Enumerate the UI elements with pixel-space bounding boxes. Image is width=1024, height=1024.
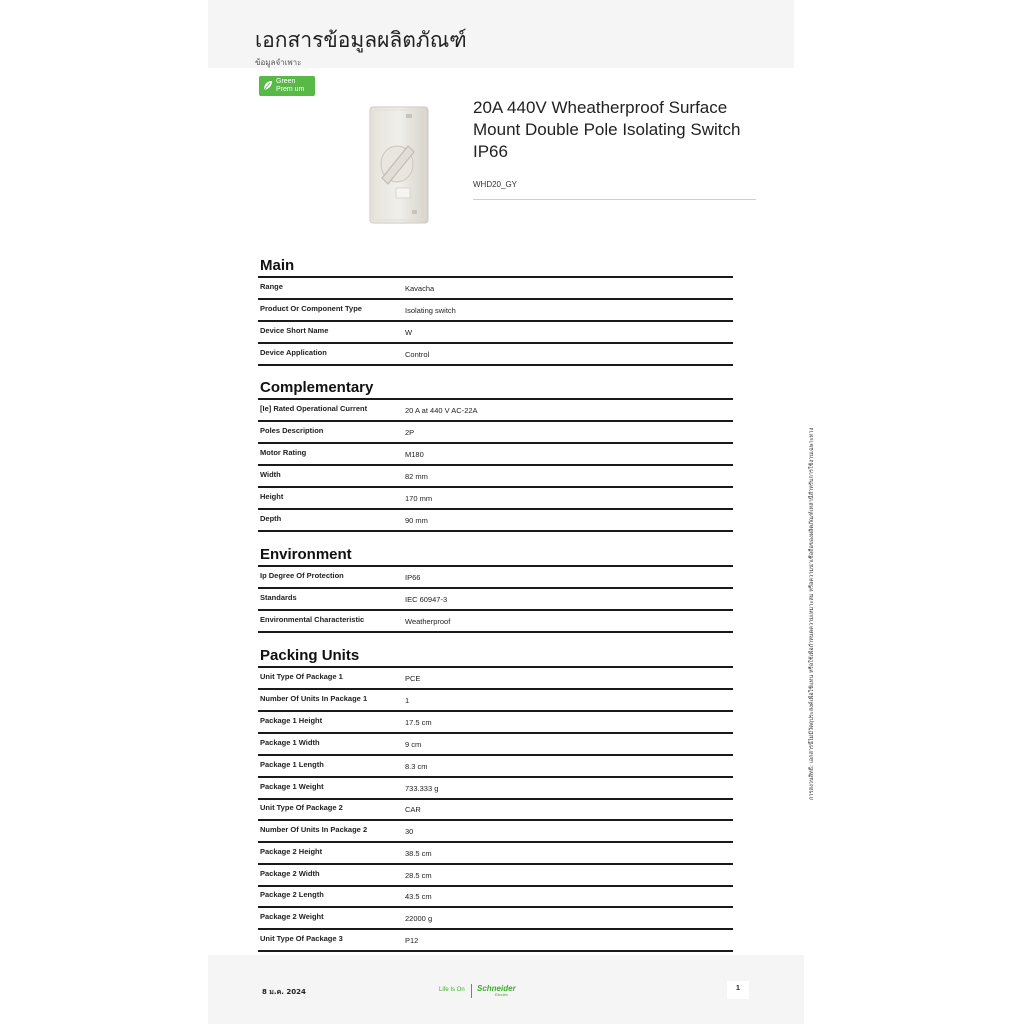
row-value: 28.5 cm — [405, 871, 432, 880]
schneider-logo — [439, 984, 529, 998]
row-value: 170 mm — [405, 494, 433, 503]
row-value: PCE — [405, 674, 421, 683]
row-value: 30 — [405, 827, 414, 836]
row-value: M180 — [405, 450, 424, 459]
row-value: Control — [405, 350, 430, 359]
row-label: Number Of Units In Package 2 — [260, 825, 368, 834]
page-number-box — [727, 981, 749, 999]
table-row — [258, 668, 733, 690]
row-label: Device Application — [260, 348, 327, 357]
row-label: Package 2 Height — [260, 847, 323, 856]
table-row — [258, 865, 733, 887]
row-label: Range — [260, 282, 283, 291]
row-label: Package 1 Width — [260, 738, 320, 747]
logo-brand-sub: Electric — [495, 992, 509, 997]
product-title: 20A 440V Wheatherproof Surface Mount Double Pole Isolating Switch IP66 — [473, 98, 741, 161]
product-image — [368, 106, 430, 224]
row-value: Isolating switch — [405, 306, 456, 315]
row-value: 8.3 cm — [405, 762, 428, 771]
table-row — [258, 589, 733, 611]
row-label: [Ie] Rated Operational Current — [260, 404, 368, 413]
table-row — [258, 344, 733, 366]
table-row — [258, 322, 733, 344]
row-label: Package 2 Length — [260, 890, 324, 899]
leaf-icon — [263, 80, 273, 91]
table-row — [258, 712, 733, 734]
row-value: Weatherproof — [405, 617, 451, 626]
row-label: Unit Type Of Package 1 — [260, 672, 343, 681]
disclaimer-vertical: การสงวนสิทธิ์: เอกสารนี้ไม่มีวัตถุประสงค์เพื่อใช้แทน หรือใช้เพื่อกำหนดความเหมาะสม หรือความน่าเชื่อถือของผลิตภัณฑ์เหล่านี้สำหรับการใช้งานเฉพาะทาง — [809, 427, 815, 800]
row-value: 38.5 cm — [405, 849, 432, 858]
row-value: 90 mm — [405, 516, 428, 525]
row-label: Number Of Units In Package 1 — [260, 694, 368, 703]
table-row — [258, 930, 733, 952]
row-label: Width — [260, 470, 281, 479]
row-value: 20 A at 440 V AC-22A — [405, 406, 478, 415]
row-label: Package 1 Height — [260, 716, 323, 725]
table-row — [258, 799, 733, 821]
row-label: Ip Degree Of Protection — [260, 571, 344, 580]
row-label: Depth — [260, 514, 282, 523]
table-row — [258, 843, 733, 865]
row-value: Kavacha — [405, 284, 435, 293]
row-label: Product Or Component Type — [260, 304, 362, 313]
section-title-packing-units: Packing Units — [260, 647, 360, 664]
table-row — [258, 422, 733, 444]
table-row — [258, 444, 733, 466]
table-row — [258, 466, 733, 488]
row-value: W — [405, 328, 413, 337]
section-title-main: Main — [260, 257, 295, 274]
badge-label — [276, 78, 304, 94]
row-label: Standards — [260, 593, 297, 602]
table-row — [258, 300, 733, 322]
row-value: 43.5 cm — [405, 892, 432, 901]
row-label: Device Short Name — [260, 326, 329, 335]
row-label: Motor Rating — [260, 448, 307, 457]
table-row — [258, 690, 733, 712]
row-value: 22000 g — [405, 914, 433, 923]
table-row — [258, 567, 733, 589]
row-label: Unit Type Of Package 3 — [260, 934, 343, 943]
row-label: Package 1 Length — [260, 760, 324, 769]
row-label: Unit Type Of Package 2 — [260, 803, 343, 812]
table-row — [258, 734, 733, 756]
section-title-environment: Environment — [260, 546, 352, 563]
document-subtitle: ข้อมูลจำเพาะ — [255, 58, 302, 67]
row-value: 9 cm — [405, 740, 422, 749]
logo-brand: Schneider — [477, 984, 516, 993]
table-row — [258, 908, 733, 930]
table-row — [258, 611, 733, 633]
table-row — [258, 778, 733, 800]
table-row — [258, 756, 733, 778]
row-value: 17.5 cm — [405, 718, 432, 727]
row-value: P12 — [405, 936, 419, 945]
table-row — [258, 488, 733, 510]
row-label: Height — [260, 492, 284, 501]
table-row — [258, 886, 733, 908]
row-label: Package 2 Width — [260, 869, 320, 878]
row-value: IEC 60947-3 — [405, 595, 448, 604]
page-number: 1 — [736, 985, 740, 992]
row-value: 733.333 g — [405, 784, 439, 793]
row-label: Package 1 Weight — [260, 782, 324, 791]
badge-line-2: Prem um — [276, 86, 305, 93]
row-value: IP66 — [405, 573, 421, 582]
section-title-complementary: Complementary — [260, 379, 374, 396]
table-row — [258, 821, 733, 843]
row-value: 2P — [405, 428, 415, 437]
row-value: 82 mm — [405, 472, 428, 481]
document-title: เอกสารข้อมูลผลิตภัณฑ์ — [255, 28, 467, 52]
row-value: CAR — [405, 805, 421, 814]
badge-line-1: Green — [276, 78, 296, 85]
table-row — [258, 278, 733, 300]
title-divider — [473, 199, 756, 200]
table-row — [258, 510, 733, 532]
product-reference: WHD20_GY — [473, 180, 518, 189]
row-label: Poles Description — [260, 426, 324, 435]
footer-date: 8 ม.ค. 2024 — [262, 988, 306, 996]
row-value: 1 — [405, 696, 410, 705]
table-row — [258, 400, 733, 422]
logo-tagline: Life Is On — [439, 987, 465, 993]
row-label: Package 2 Weight — [260, 912, 324, 921]
logo-divider — [471, 984, 472, 998]
green-premium-badge — [259, 76, 315, 96]
row-label: Environmental Characteristic — [260, 615, 365, 624]
